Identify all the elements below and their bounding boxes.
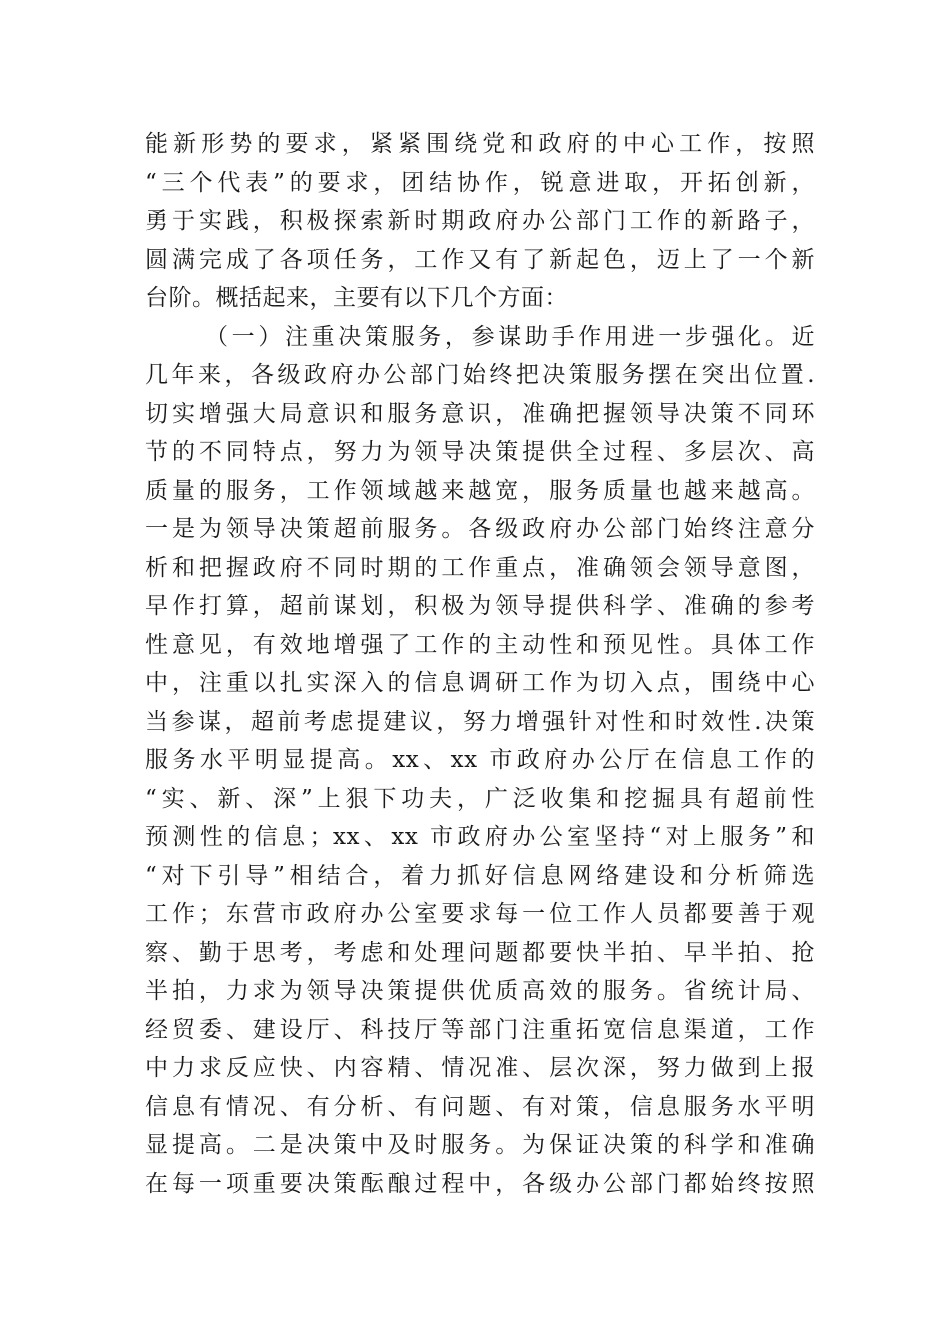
text-line: 当参谋，超前考虑提建议，努力增强针对性和时效性.决策 [145,708,815,735]
text-line: 节的不同特点，努力为领导决策提供全过程、多层次、高 [145,439,815,465]
text-line: 性意见，有效地增强了工作的主动性和预见性。具体工作 [145,631,815,658]
text-line: 切实增强大局意识和服务意识，准确把握领导决策不同环 [145,400,815,427]
text-line: 早作打算，超前谋划，积极为领导提供科学、准确的参考 [145,593,815,619]
text-line: “对下引导”相结合，着力抓好信息网络建设和分析筛选 [145,862,815,889]
text-line: 经贸委、建设厅、科技厅等部门注重拓宽信息渠道，工作 [145,1016,815,1043]
text-line: 半拍，力求为领导决策提供优质高效的服务。省统计局、 [145,978,815,1004]
text-line: “三个代表”的要求，团结协作，锐意进取，开拓创新， [145,169,815,196]
text-line: 台阶。概括起来，主要有以下几个方面： [145,285,568,311]
text-line: 质量的服务，工作领域越来越宽，服务质量也越来越高。 [145,477,815,504]
text-line: 服务水平明显提高。xx、xx 市政府办公厅在信息工作的 [145,747,815,773]
text-line: 显提高。二是决策中及时服务。为保证决策的科学和准确 [145,1132,815,1158]
text-line: （一）注重决策服务，参谋助手作用进一步强化。近 [205,323,815,350]
text-line: 察、勤于思考，考虑和处理问题都要快半拍、早半拍、抢 [145,939,815,966]
text-line: 中，注重以扎实深入的信息调研工作为切入点，围绕中心 [145,670,815,696]
text-line: 能新形势的要求，紧紧围绕党和政府的中心工作，按照 [145,131,815,157]
body-text [145,125,815,1203]
text-line: 圆满完成了各项任务，工作又有了新起色，迈上了一个新 [145,246,815,273]
text-line: 勇于实践，积极探索新时期政府办公部门工作的新路子， [145,208,815,234]
text-line: 中力求反应快、内容精、情况准、层次深，努力做到上报 [145,1055,815,1081]
text-line: 在每一项重要决策酝酿过程中，各级办公部门都始终按照 [145,1170,815,1197]
text-line: 析和把握政府不同时期的工作重点，准确领会领导意图， [145,554,815,581]
text-line: “实、新、深”上狠下功夫，广泛收集和挖掘具有超前性 [145,785,815,812]
text-line: 预测性的信息；xx、xx 市政府办公室坚持“对上服务”和 [145,824,815,850]
text-line: 一是为领导决策超前服务。各级政府办公部门始终注意分 [145,516,815,542]
text-line: 信息有情况、有分析、有问题、有对策，信息服务水平明 [145,1093,815,1120]
text-line: 几年来，各级政府办公部门始终把决策服务摆在突出位置. [145,362,815,388]
text-line: 工作；东营市政府办公室要求每一位工作人员都要善于观 [145,901,815,927]
